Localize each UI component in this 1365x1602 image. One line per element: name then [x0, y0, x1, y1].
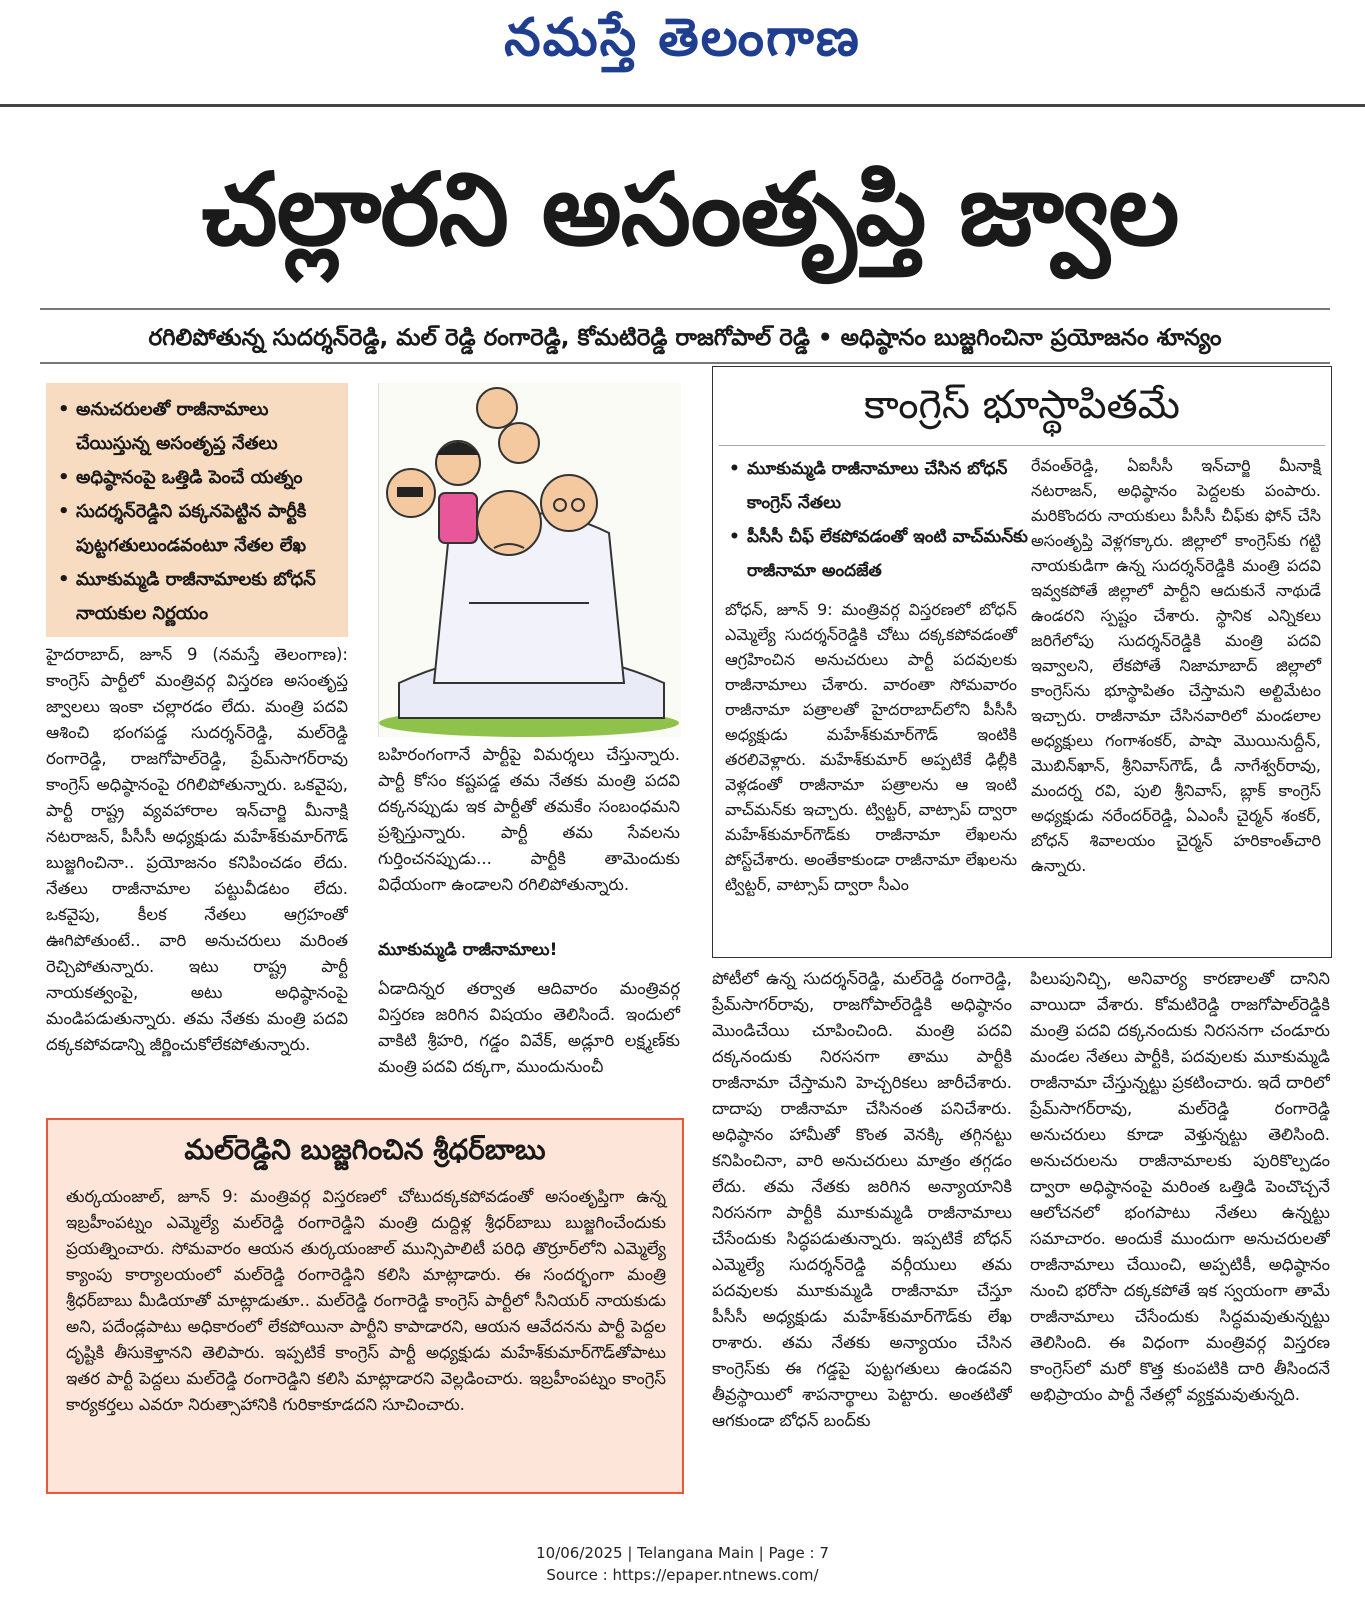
masthead: [0, 0, 1365, 104]
page-footer: [0, 1542, 1365, 1586]
article-subdeck: రగిలిపోతున్న సుదర్శన్‌రెడ్డి, మల్ రెడ్డి రంగారెడ్డి, కోమటిరెడ్డి రాజగోపాల్ రెడ్డి • అధిష్ఠానం బుజ్జగించినా ప్రయోజనం శూన్యం: [148, 325, 1222, 351]
article-headline: చల్లారని అసంతృప్తి జ్వాల: [201, 151, 1179, 268]
sidebar-text-right-body: రేవంత్‌రెడ్డి, ఏఐసీసీ ఇన్‌చార్జి మీనాక్షి నటరాజన్, అధిష్ఠానం పెద్దలకు పంపారు. మరికొందరు నాయకులు పీసీసీ చీఫ్‌కు ఫోన్ చేసి అసంతృప్తి వెళ్లగక్కారు. జిల్లాలో కాంగ్రెస్‌కు గట్టి నాయకుడిగా ఉన్న సుదర్శన్‌రెడ్డికి మంత్రి పదవి ఇవ్వకపోతే జిల్లాలో పార్టీని ఆదుకునే నాథుడే ఉండరని స్పష్టం చేశారు. స్థానిక ఎన్నికలు జరిగేలోపు సుదర్శన్‌రెడ్డికి మంత్రి పదవి ఇవ్వాలని, లేకపోతే నిజామాబాద్ జిల్లాలో కాంగ్రెస్‌ను భూస్థాపితం చేస్తామని అల్టిమేటం ఇచ్చారు. రాజీనామా చేసినవారిలో మండలాల అధ్యక్షులు గంగాశంకర్, పాషా మొయినుద్దీన్, మొబిన్‌ఖాన్, శ్రీనివాస్‌గౌడ్, డీ నాగేశ్వర్‌రావు, మందర్న రవి, పులి శ్రీనివాస్, బ్లాక్ కాంగ్రెస్ అధ్యక్షుడు నరేందర్‌రెడ్డి, ఏఎంసీ చైర్మన్ శంకర్, బోధన్ శివాలయం చైర్మన్ హరికాంత్‌చారి ఉన్నారు.: [1031, 456, 1321, 875]
column-3-text: పోటీలో ఉన్న సుదర్శన్‌రెడ్డి, మల్‌రెడ్డి రంగారెడ్డి, ప్రేమ్‌సాగర్‌రావు, రాజగోపాల్‌రెడ్డికి అధిష్ఠానం మొండిచేయి చూపించింది. మంత్రి పదవి దక్కనందుకు నిరసనగా తాము పార్టీకి రాజీనామా చేస్తామని హెచ్చరికలు జారీచేశారు. దాదాపు రాజీనామా చేసినంత పనిచేశారు. అధిష్ఠానం హామీతో కొంత వెనక్కి తగ్గినట్టు కనిపించినా, వారి అనుచరులు మాత్రం తగ్గడం లేదు. తమ నేతకు జరిగిన అన్యాయానికి నిరసనగా పార్టీకి మూకుమ్మడి రాజీనామాలు చేసేందుకు సిద్ధపడుతున్నారు. ఇప్పటికే బోధన్ ఎమ్మెల్యే సుదర్శన్‌రెడ్డి వర్గీయులు తమ పదవులకు మూకుమ్మడి రాజీనామా చేస్తూ పీసీసీ అధ్యక్షుడు మహేశ్‌కుమార్‌గౌడ్‌కు లేఖ రాశారు. తమ నేతకు అన్యాయం చేసిన కాంగ్రెస్‌కు ఈ గడ్డపై పుట్టగతులు ఉండవని తీవ్రస్థాయిలో శాపనార్థాలు పెట్టారు. అంతటితో ఆగకుండా బోధన్ బంద్‌కు: [712, 969, 1012, 1430]
highlights-list: [46, 383, 348, 631]
column-4-text: పిలుపునిచ్చి, అనివార్య కారణాలతో దానిని వాయిదా వేశారు. కోమటిరెడ్డి రాజగోపాల్‌రెడ్డికి మంత్రి పదవి దక్కనందుకు నిరసనగా చండూరు మండల నేతలు పార్టీకి, పదవులకు మూకుమ్మడి రాజీనామా చేస్తున్నట్టు ప్రకటించారు. ఇదే దారిలో ప్రేమ్‌సాగర్‌రావు, మల్‌రెడ్డి రంగారెడ్డి అనుచరులు కూడా వెళ్తున్నట్టు తెలిసింది. అనుచరులను రాజీనామాలకు పురికొల్పడం ద్వారా అధిష్ఠానంపై మరింత ఒత్తిడి పెంచొచ్చనే ఆలోచనలో భంగపాటు నేతలు ఉన్నట్టు సమాచారం. అందుకే ముందుగా అనుచరులతో రాజీనామాలు చేయించి, అప్పటికీ, అధిష్ఠానం నుంచి భరోసా దక్కకపోతే ఇక స్వయంగా తామే రాజీనామాలు చేసేందుకు సిద్ధమవుతున్నట్టు తెలిసింది. ఈ విధంగా మంత్రివర్గ విస్తరణ కాంగ్రెస్‌లో మరో కొత్త కుంపటికి దారి తీసిందనే అభిప్రాయం పార్టీ నేతల్లో వ్యక్తమవుతున్నది.: [1030, 969, 1330, 1404]
column-2-text: బహిరంగంగానే పార్టీపై విమర్శలు చేస్తున్నారు. పార్టీ కోసం కష్టపడ్డ తమ నేతకు మంత్రి పదవి దక్కనప్పుడు ఇక పార్టీతో తమకేం సంబంధమని ప్రశ్నిస్తున్నారు. పార్టీ తమ సేవలను గుర్తించనప్పుడు... పార్టీకి తామెందుకు విధేయంగా ఉండాలని రగిలిపోతున్నారు.: [378, 745, 680, 894]
column-3: [712, 966, 1012, 1496]
cartoon-illustration: [378, 383, 681, 737]
column-4: [1030, 966, 1330, 1496]
sidebar-box-bottom-text: తుర్కయంజాల్, జూన్ 9: మంత్రివర్గ విస్తరణలో చోటుదక్కకపోవడంతో అసంతృప్తిగా ఉన్న ఇబ్రహీంపట్నం ఎమ్మెల్యే మల్‌రెడ్డి రంగారెడ్డిని మంత్రి దుద్దిళ్ల శ్రీధర్‌బాబు బుజ్జగించేందుకు ప్రయత్నించారు. సోమవారం ఆయన తుర్కయంజాల్ మున్సిపాలిటీ పరిధి తొర్రూర్‌లోని ఎమ్మెల్యే క్యాంపు కార్యాలయంలో మల్‌రెడ్డి రంగారెడ్డిని కలిసి మాట్లాడారు. ఈ సందర్భంగా మంత్రి శ్రీధర్‌బాబు మీడియాతో మాట్లాడుతూ.. మల్‌రెడ్డి రంగారెడ్డి కాంగ్రెస్ పార్టీలో సీనియర్ నాయకుడు అని, పదేండ్లపాటు అధికారంలో లేకపోయినా పార్టీని కాపాడారని, ఆయన ఆవేదనను పార్టీ పెద్దల దృష్టికి తీసుకెళ్తానని తెలిపారు. ఇప్పటికే కాంగ్రెస్ పార్టీ అధ్యక్షుడు మహేశ్‌కుమార్‌గౌడ్‌తోపాటు ఇతర పార్టీ పెద్దలు మల్‌రెడ్డి రంగారెడ్డిని కలిసి మాట్లాడారని వెల్లడించారు. ఇబ్రహీంపట్నం కాంగ్రెస్ కార్యకర్తలు ఎవరూ నిరుత్సాహానికి గురికాకూడదని సూచించారు.: [66, 1187, 666, 1414]
sidebar-box-bottom-title: మల్‌రెడ్డిని బుజ్జగించిన శ్రీధర్‌బాబు: [184, 1133, 546, 1166]
sidebar-text-left: [725, 597, 1017, 897]
column-2-subheading: మూకుమ్మడి రాజీనామాలు!: [378, 940, 558, 960]
sidebar-box-sridharbabu: [46, 1118, 684, 1494]
column-2-continued: [378, 976, 680, 1080]
subdeck-rule: [40, 362, 1330, 364]
footer-date-line: 10/06/2025 | Telangana Main | Page : 7: [536, 1544, 829, 1562]
highlights-box: [46, 383, 348, 637]
column-2-text-continued: ఏడాదిన్నర తర్వాత ఆదివారం మంత్రివర్గ విస్తరణ జరిగిన విషయం తెలిసిందే. ఇందులో వాకిటి శ్రీహరి, గడ్డం వివేక్, అడ్లూరి లక్ష్మణ్‌కు మంత్రి పదవి దక్కగా, ముందునుంచీ: [378, 979, 680, 1076]
sidebar-box-bullets: [721, 452, 1052, 588]
sidebar-text-left-body: బోధన్, జూన్ 9: మంత్రివర్గ విస్తరణలో బోధన్ ఎమ్మెల్యే సుదర్శన్‌రెడ్డికి చోటు దక్కకపోవడంతో ఆగ్రహించిన అనుచరులు పార్టీ పదవులకు రాజీనామాలు చేశారు. వారంతా సోమవారం రాజీనామా పత్రాలతో హైదరాబాద్‌లోని పీసీసీ అధ్యక్షుడు మహేశ్‌కుమార్‌గౌడ్ ఇంటికి తరలివెళ్లారు. మహేశ్‌కుమార్ అప్పటికే ఢిల్లీకి వెళ్లడంతో రాజీనామా పత్రాలను ఆ ఇంటి వాచ్‌మన్‌కు ఇచ్చారు. ట్విట్టర్, వాట్సాప్ ద్వారా మహేశ్‌కుమార్‌గౌడ్‌కు రాజీనామా లేఖలను పోస్ట్‌చేశారు. అంతేకాకుండా రాజీనామా లేఖలను ట్విట్టర్, వాట్సాప్ ద్వారా సీఎం: [725, 600, 1017, 894]
highlight-item: • మూకుమ్మడి రాజీనామాలకు బోధన్ నాయకుల నిర్ణయం: [76, 563, 340, 631]
footer-source-line: Source : https://epaper.ntnews.com/: [546, 1566, 819, 1584]
column-1: [46, 642, 348, 1072]
sidebar-box-title: కాంగ్రెస్ భూస్థాపితమే: [864, 382, 1180, 428]
sidebar-box-rule: [719, 445, 1325, 446]
sidebar-box-congress: [712, 366, 1332, 958]
newspaper-logo: నమస్తే తెలంగాణ: [504, 8, 861, 68]
column-1-text: హైదరాబాద్, జూన్ 9 (నమస్తే తెలంగాణ): కాంగ్రెస్ పార్టీలో మంత్రివర్గ విస్తరణ అసంతృప్త జ్వాలలు ఇంకా చల్లారడం లేదు. మంత్రి పదవి ఆశించి భంగపడ్డ సుదర్శన్‌రెడ్డి, మల్‌రెడ్డి రంగారెడ్డి, రాజగోపాల్‌రెడ్డి, ప్రేమ్‌సాగర్‌రావు కాంగ్రెస్ అధిష్ఠానంపై రగిలిపోతున్నారు. ఒకవైపు, పార్టీ రాష్ట్ర వ్యవహారాల ఇన్‌చార్జి మీనాక్షి నటరాజన్, పీసీసీ అధ్యక్షుడు మహేశ్‌కుమార్‌గౌడ్ బుజ్జగించినా.. ప్రయోజనం కనిపించడం లేదు. నేతలు రాజీనామాల పట్టువీడటం లేదు. ఒకవైపు, కీలక నేతలు ఆగ్రహంతో ఊగిపోతుంటే.. వారి అనుచరులు మరింత రెచ్చిపోతున్నారు. ఇటు రాష్ట్ర పార్టీ నాయకత్వంపై, అటు అధిష్ఠానంపై మండిపడుతున్నారు. తమ నేతకు మంత్రి పదవి దక్కకపోవడాన్ని జీర్ణించుకోలేకపోతున్నారు.: [46, 645, 348, 1054]
highlight-item: • అధిష్ఠానంపై ఒత్తిడి పెంచే యత్నం: [76, 461, 340, 495]
cartoon-drawing: [379, 383, 681, 737]
masthead-rule: [0, 104, 1365, 107]
sidebar-text-right: [1031, 453, 1321, 878]
sidebar-bullet: • పీసీసీ చీఫ్ లేకపోవడంతో ఇంటి వాచ్‌మన్‌కు రాజీనామా అందజేత: [747, 520, 1052, 588]
sidebar-bullet: • మూకుమ్మడి రాజీనామాలు చేసిన బోధన్ కాంగ్రెస్ నేతలు: [747, 452, 1052, 520]
highlight-item: • అనుచరులతో రాజీనామాలు చేయిస్తున్న అసంతృప్త నేతలు: [76, 393, 340, 461]
column-2: [378, 742, 680, 898]
highlight-item: • సుదర్శన్‌రెడ్డిని పక్కనపెట్టిన పార్టీకి పుట్టగతులుండవంటూ నేతల లేఖ: [76, 495, 340, 563]
headline-rule: [40, 308, 1330, 310]
